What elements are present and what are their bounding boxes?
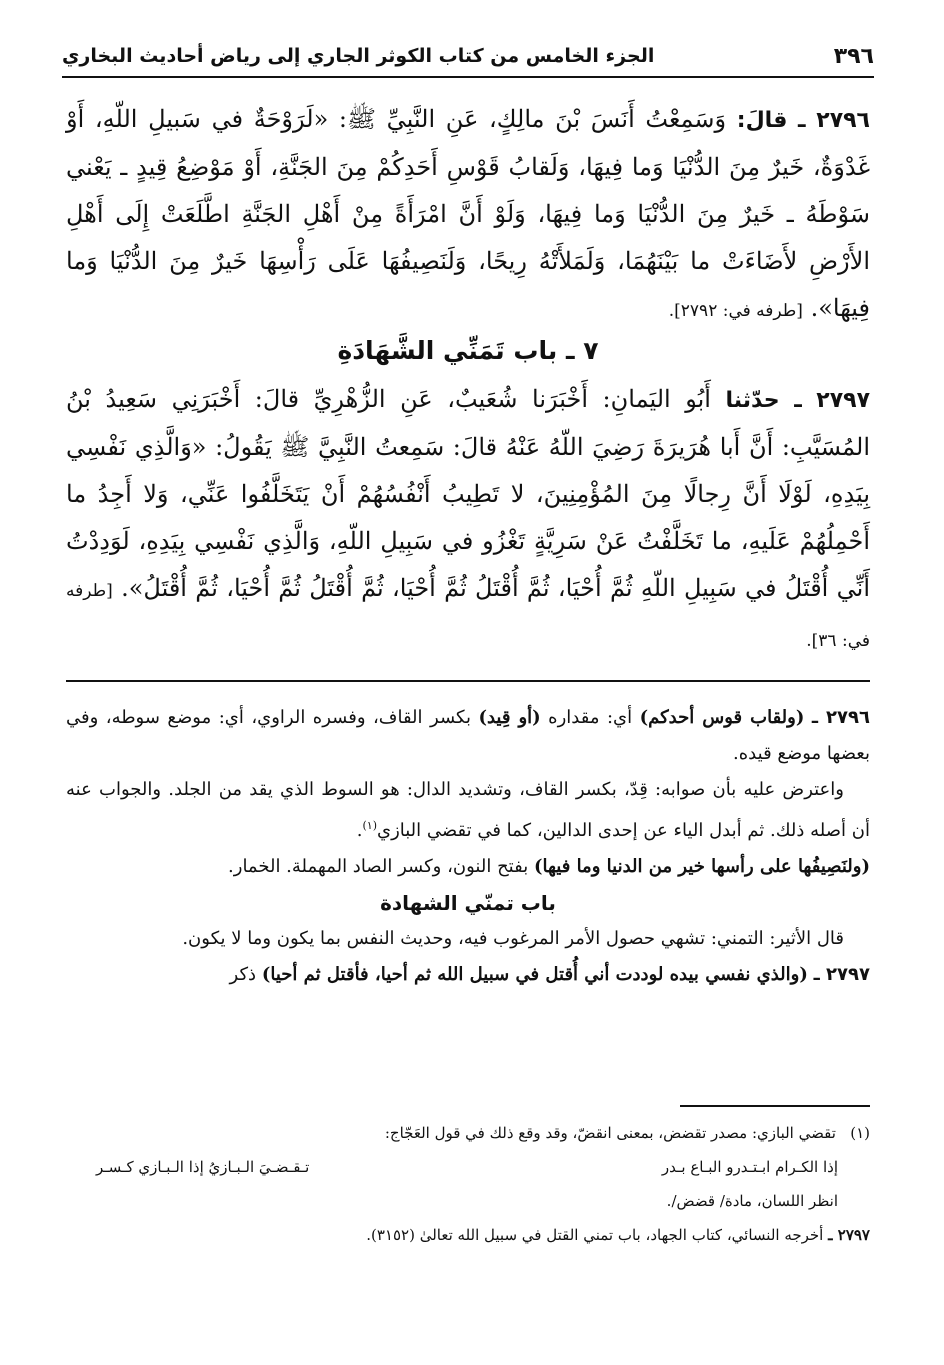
footnotes — [66, 1116, 870, 1252]
footnote-text: تقضي البازي: مصدر تقضض، بمعنى انقضّ، وقد وقع ذلك في قول العَجّاج: — [384, 1124, 836, 1142]
commentary-text: أي: مقداره — [548, 707, 633, 728]
section-divider — [66, 680, 870, 682]
running-title: الجزء الخامس من كتاب الكوثر الجاري إلى رياض أحاديث البخاري — [62, 45, 655, 67]
commentary-paragraph — [66, 849, 870, 885]
hadith-number: ٢٧٩٦ ـ قالَ: — [736, 108, 870, 133]
commentary-text: واعترض عليه بأن صوابه: قِدّ، بكسر القاف، وتشديد الدال: هو السوط الذي يقد من الجلد. والجواب عنه أن أصله ذلك. ثم أبدل الياء عن إحدى الدالين، كما في تقضي البازي — [66, 779, 870, 841]
page-number: ٣٩٦ — [833, 43, 874, 69]
hadith-text: أَبُو اليَمانِ: أَخْبَرَنا شُعَيبٌ، عَنِ الزُّهْرِيِّ قالَ: أَخْبَرَنِي سَعِيدُ بْنُ المُسَيَّبِ: أَنَّ أَبا هُرَيرَةَ رَضِيَ اللّهُ عَنْهُ قالَ: سَمِعتُ النَّبِيَّ ﷺ يَقُولُ: «وَالَّذِي نَفْسِي بِيَدِهِ، لَوْلَا أَنَّ رِجالًا مِنَ المُؤْمِنِينَ، لا تَطِيبُ أَنْفُسُهُمْ أَنْ يَتَخَلَّفُوا عَنِّي، وَلا أَجِدُ ما أَحْمِلُهُمْ عَلَيهِ، ما تَخَلَّفْتُ عَنْ سَرِيَّةٍ تَغْزُو في سَبِيلِ اللّهِ، وَالَّذِي نَفْسِي بِيَدِهِ، لَوَدِدْتُ أَنِّي أُقْتَلُ في سَبِيلِ اللّهِ ثُمَّ أُحْيَا، ثُمَّ أُقْتَلُ ثُمَّ أُحْيَا، ثُمَّ أُقْتَلُ ثُمَّ أُحْيَا، ثُمَّ أُقْتَلُ». — [66, 385, 871, 602]
commentary-quote: (أو قِيد) — [478, 707, 541, 728]
commentary-number: ٢٧٩٧ ـ — [813, 964, 870, 985]
hadith-number: ٢٧٩٧ ـ حدّثنا — [725, 388, 871, 413]
commentary-paragraph — [66, 921, 870, 957]
commentary-text: . — [356, 820, 363, 841]
commentary-text: بفتح النون، وكسر الصاد المهملة. الخمار. — [228, 856, 529, 877]
verse-first-hemistich: إذا الكـرام ابـتـدرو البـاع بـدر — [661, 1158, 838, 1176]
footnote-text: أخرجه النسائي، كتاب الجهاد، باب تمني القتل في سبيل الله تعالىٰ (٣١٥٢). — [366, 1226, 824, 1244]
footnote-marker: (١) — [362, 819, 377, 832]
chapter-title: ٧ ـ باب تَمَنِّي الشَّهَادَةِ — [337, 336, 599, 365]
hadith-2796 — [66, 96, 870, 335]
commentary-heading: باب تمنّي الشهادة — [380, 891, 556, 915]
footnote — [66, 1116, 870, 1150]
commentary-text: قال الأثير: التمني: تشهي حصول الأمر المرغوب فيه، وحديث النفس بما يكون وما لا يكون. — [182, 928, 844, 949]
commentary-quote: (والذي نفسي بيده لوددت أني أُقتل في سبيل الله ثم أحيا، فأقتل ثم أحيا) — [261, 964, 808, 985]
commentary — [66, 700, 870, 993]
footnote-source: انظر اللسان، مادة/ قضض/. — [666, 1192, 838, 1210]
footnote-rule — [680, 1105, 870, 1107]
verse-second-hemistich: تـقـضـيَ الـبـازيُ إذا الـبـازي كـسـر — [96, 1158, 310, 1176]
commentary-text: بكسر القاف، وفسره الراوي، أي: موضع سوطه، وفي بعضها موضع قيده. — [66, 707, 870, 764]
hadith-2797 — [66, 376, 870, 665]
footnote — [66, 1218, 870, 1252]
hadith-reference: [طرفه في: ٢٧٩٢]. — [668, 301, 803, 321]
commentary-paragraph — [66, 957, 870, 993]
commentary-number: ٢٧٩٦ ـ — [811, 707, 870, 728]
footnote-number: ٢٧٩٧ ـ — [828, 1226, 870, 1244]
commentary-quote: (ولقاب قوس أحدكم) — [639, 707, 805, 728]
hadith-reference: [طرفه في: ٣٦]. — [66, 581, 870, 651]
commentary-paragraph — [66, 700, 870, 772]
commentary-paragraph — [66, 772, 870, 849]
page-header — [62, 36, 874, 78]
hadith-text: وَسَمِعْتُ أَنَسَ بْنَ مالِكٍ، عَنِ النَّبِيِّ ﷺ: «لَرَوْحَةٌ في سَبيلِ اللّهِ، أَوْ غَدْوَةٌ، خَيرٌ مِنَ الدُّنْيَا وَما فِيهَا، وَلَقابُ قَوْسِ أَحَدِكُمْ مِنَ الجَنَّةِ، أَوْ مَوْضِعُ قِيدٍ ـ يَعْني سَوْطَهُ ـ خَيرٌ مِنَ الدُّنْيَا وَما فِيهَا، وَلَوْ أَنَّ امْرَأَةً مِنْ أَهْلِ الجَنَّةِ اطَّلَعَتْ إِلَى أَهْلِ الأَرْضِ لأَضَاءَتْ ما بَيْنَهُمَا، وَلَمَلأَتْهُ رِيحًا، وَلَنَصِيفُهَا عَلَى رَأْسِهَا خَيرٌ مِنَ الدُّنْيَا وَما فِيهَا». — [66, 105, 870, 322]
footnote-number: (١) — [850, 1124, 870, 1142]
commentary-text: ذكر — [229, 964, 257, 985]
commentary-quote: (ولنَصِيفُها على رأسها خير من الدنيا وما فيها) — [533, 856, 870, 877]
poetry-verse — [66, 1150, 870, 1184]
